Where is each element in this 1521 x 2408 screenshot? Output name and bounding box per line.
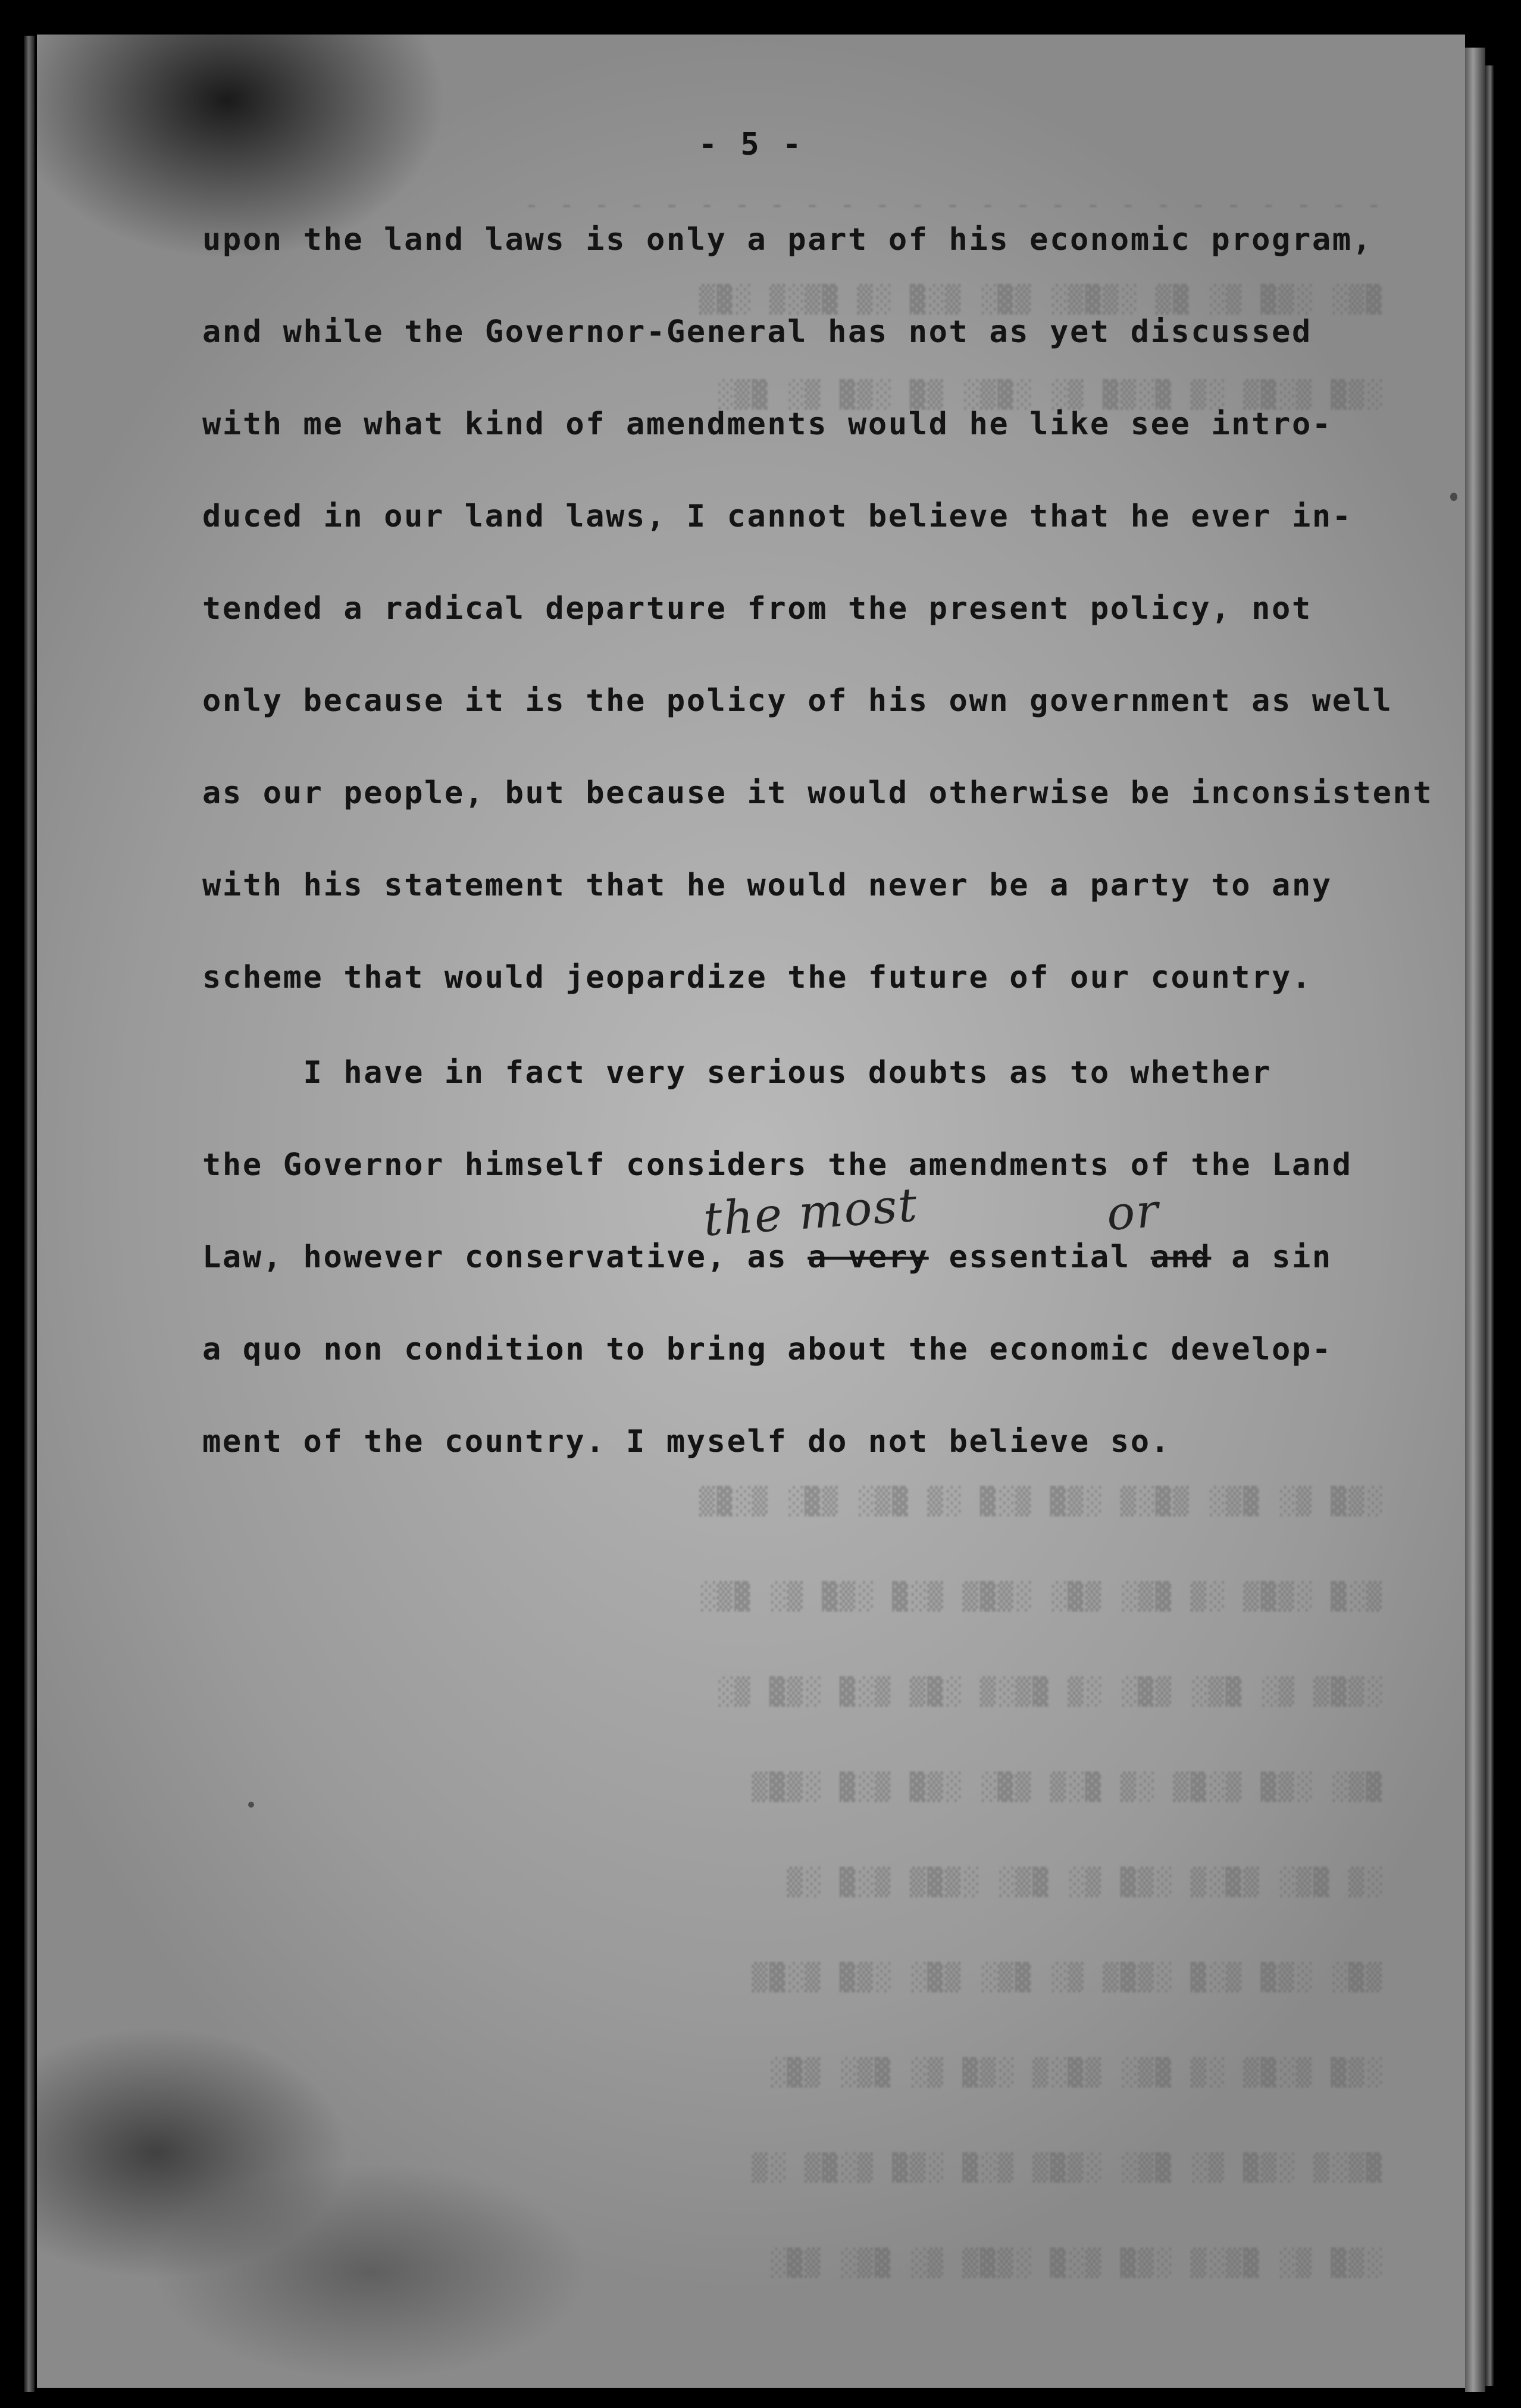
text-segment: essential [928, 1239, 1151, 1275]
text-line: and while the Governor-General has not as yet discussed [202, 314, 1312, 350]
text-line: only because it is the policy of his own government as well [202, 683, 1393, 719]
text-segment: Law, however conservative, as [202, 1239, 808, 1275]
ink-speck [1450, 493, 1457, 501]
struck-text: a very [808, 1239, 929, 1275]
page-edge-right-shadow [1485, 65, 1494, 2386]
page-number: - 5 - [698, 127, 804, 162]
text-line: ment of the country. I myself do not believe so. [202, 1424, 1171, 1460]
text-line: tended a radical departure from the present policy, not [202, 591, 1312, 627]
text-line: as our people, but because it would otherwise be inconsistent [202, 775, 1434, 811]
page-edge-left [24, 36, 35, 2392]
text-line: I have in fact very serious doubts as to whether [202, 1055, 1272, 1091]
handwritten-insertion: or [1104, 1184, 1162, 1241]
text-line: with me what kind of amendments would he like see intro- [202, 406, 1332, 442]
page-edge-right [1465, 48, 1485, 2392]
struck-text: and [1150, 1239, 1212, 1275]
text-line: the Governor himself considers the amendments of the Land [202, 1147, 1353, 1183]
text-line: duced in our land laws, I cannot believe that he ever in- [202, 499, 1353, 534]
text-segment: a sin [1211, 1239, 1332, 1275]
handwritten-insertion: the most [702, 1178, 920, 1247]
document-page [37, 35, 1465, 2388]
text-line: upon the land laws is only a part of his economic program, [202, 222, 1373, 258]
bleed-through-text: - - - - - - - - - - - - - - - - - - - - - - - - - ▓▒░ ░▒▓ ▒░ ▓▒ ░▒▓▒░ ▒▓░ ▒░▓ ░▒ ▓▒░▒ ░▓▒ ░▒▓ ▒░▓▒ ░▒ ▓░▒▓ ▒░ ░▓▒░ ▒▓ ░▒▓ ▒░ ▓▒░ ░▒▓ ▒░ ▓▒░ ▒▓░▒ ░▒▓ ▒░▓ ░▒ ▓▒░ ▒▓░ ▒░▓▒ ▒░▓ ░▒▓▒ ░▒ ▓▒░ ▒▓░ ░▒▓▒ ▒░▓ ░▒▓ ▒░ ▓▒░ ░▒▓▒ ▒░ ▓▒░ ▒▓░ ░▒ ▓▒░▒ ░▓▒ ▒░▓ ░▒▓ ▒░ ▓▒░ ░▒▓ ▒░▓▒ ░▒ ▓░▒ ▒▓░ ░▒▓ ▒░▓ ░▒▓▒ ░▒ ▓▒░ ▒▓░▒ ░▒▓ ▒░ ▓▒░ ░▒▓▒ ▒░▓ ░▒ ▒▓░ ░▒▓ ▒░▓ ░▒▓▒ ▒░ ▓▒░ ▒▓░ ░▒▓ ▒░▓▒ ░▒▓ ▒░▓▒ ░▒ ▓▒░ ▒▓░▒ ░▒▓ ▒░ ▓▒░ ▒▓░ ▓▒░▒ ░▒▓ ▒░ ▓▒░ ░▒▓▒ ▒░▓ ░▒▓ ▒░▓▒ ░▒ ░▒▓ ▒░ ▓▒░▒ ░▒▓ ▒░▓ ░▒▓▒ ▒░ ▓▒░ ▒▓░ [521, 189, 1382, 2278]
ink-speck [248, 1802, 254, 1808]
text-line: scheme that would jeopardize the future of our country. [202, 960, 1312, 995]
text-line: a quo non condition to bring about the economic develop- [202, 1332, 1332, 1367]
text-line: with his statement that he would never be a party to any [202, 868, 1332, 903]
text-line-with-edits [202, 1239, 1332, 1275]
